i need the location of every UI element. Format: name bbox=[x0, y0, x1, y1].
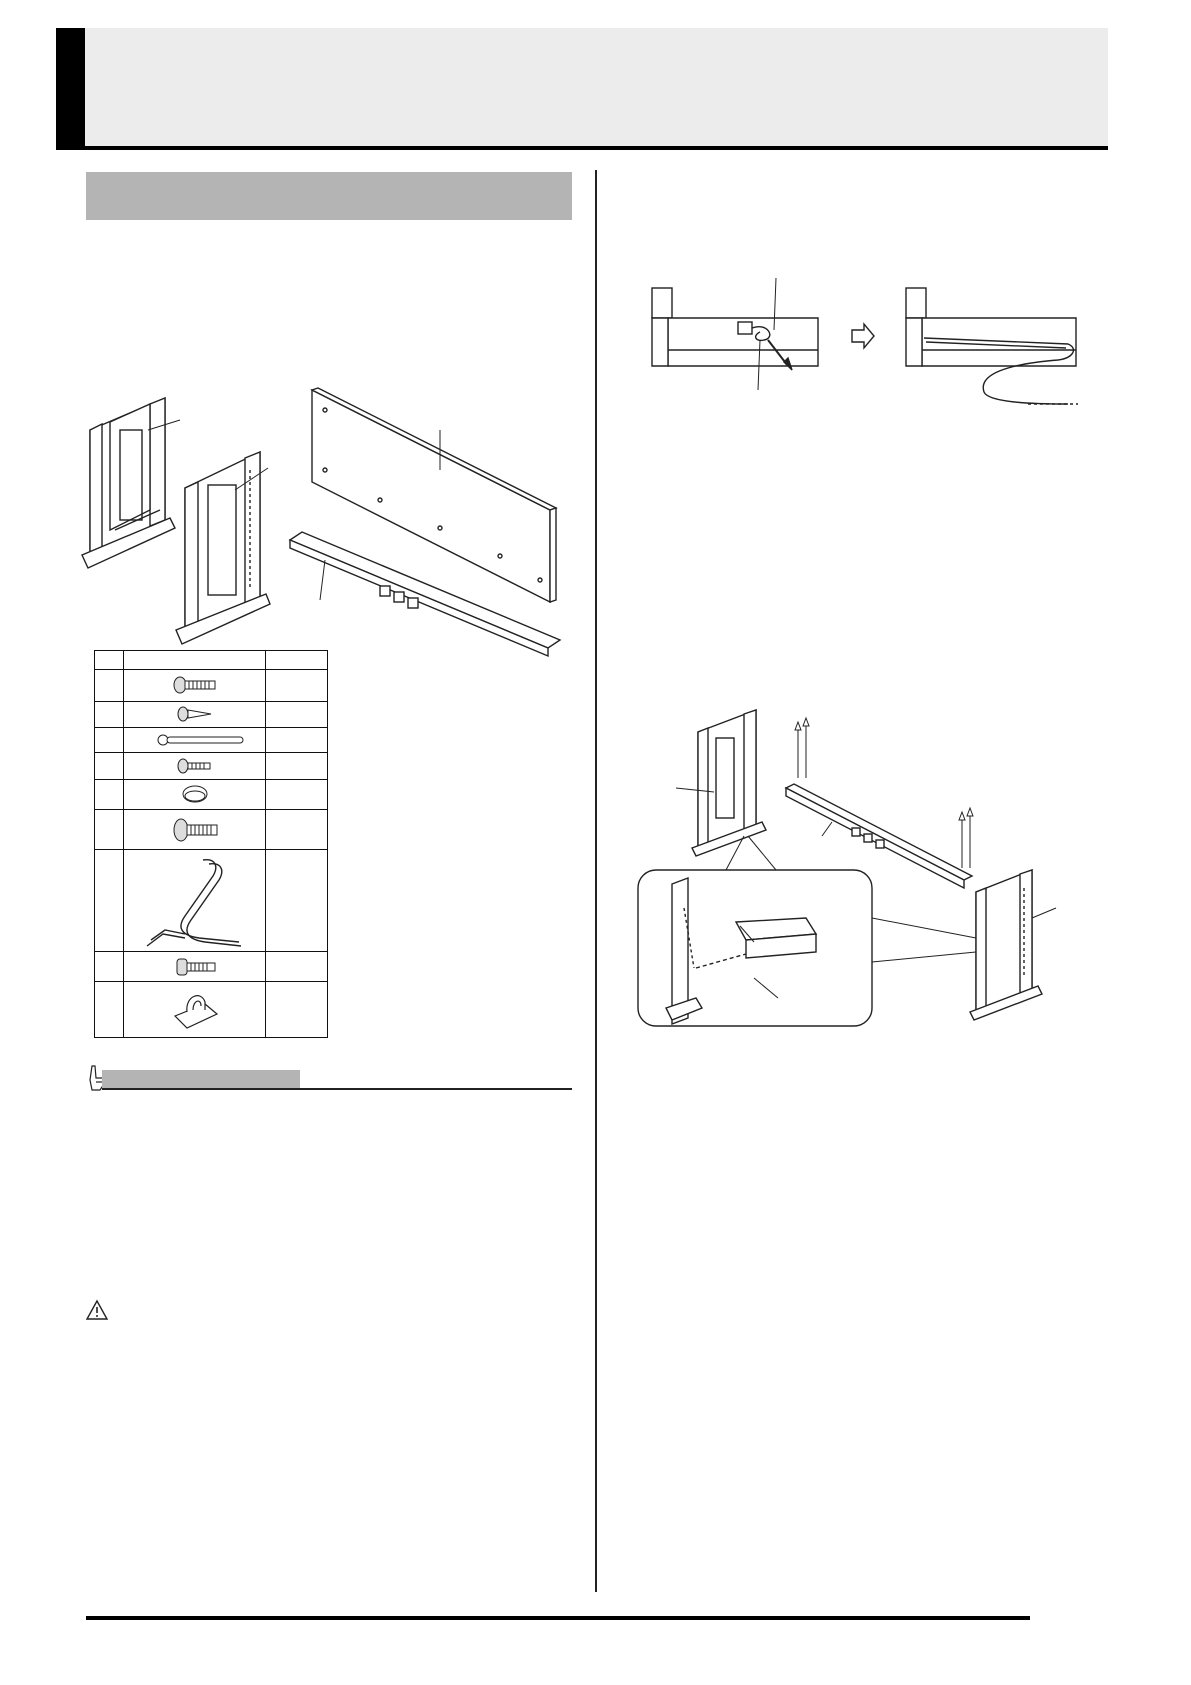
footer-rule bbox=[86, 1616, 1030, 1620]
table-row bbox=[95, 982, 327, 1037]
important-box bbox=[84, 1064, 572, 1092]
table-header-row bbox=[95, 651, 327, 670]
table-row bbox=[95, 952, 327, 981]
headphone-hook-icon bbox=[145, 856, 245, 948]
important-rule bbox=[102, 1088, 572, 1090]
left-side-panel bbox=[82, 398, 175, 568]
washer-screw-icon bbox=[177, 758, 213, 774]
table-row bbox=[95, 810, 327, 849]
screw-icon bbox=[177, 706, 213, 722]
page-header bbox=[56, 28, 1108, 150]
assembly-illustration bbox=[636, 708, 1072, 1034]
cap-icon bbox=[181, 784, 209, 804]
column-divider bbox=[595, 170, 597, 1592]
left-side-panel bbox=[692, 710, 766, 856]
table-row bbox=[95, 702, 327, 727]
pedal-unit-underside-before bbox=[652, 288, 818, 370]
table-row bbox=[95, 670, 327, 701]
cord-clamp-icon bbox=[171, 986, 221, 1032]
cable-tie-icon bbox=[157, 734, 245, 746]
bolt-icon bbox=[173, 676, 217, 694]
warning-triangle-icon bbox=[86, 1300, 108, 1320]
table-row bbox=[95, 728, 327, 752]
header-bar bbox=[56, 28, 85, 146]
table-row bbox=[95, 850, 327, 951]
parts-table bbox=[94, 650, 328, 1038]
large-bolt-icon bbox=[173, 818, 219, 842]
right-arrow-icon bbox=[852, 324, 874, 348]
pedal-unit-underside-after bbox=[906, 288, 1078, 404]
right-side-panel bbox=[176, 452, 270, 644]
detail-callout bbox=[638, 870, 872, 1026]
table-row bbox=[95, 753, 327, 779]
caution-line bbox=[86, 1300, 566, 1322]
parts-illustration bbox=[80, 390, 560, 650]
right-side-panel bbox=[970, 870, 1042, 1020]
pedal-cord-illustration bbox=[648, 278, 1088, 418]
section-heading-bar bbox=[86, 172, 572, 220]
important-tab bbox=[102, 1070, 300, 1088]
table-row bbox=[95, 780, 327, 809]
knob-bolt-icon bbox=[175, 958, 217, 976]
